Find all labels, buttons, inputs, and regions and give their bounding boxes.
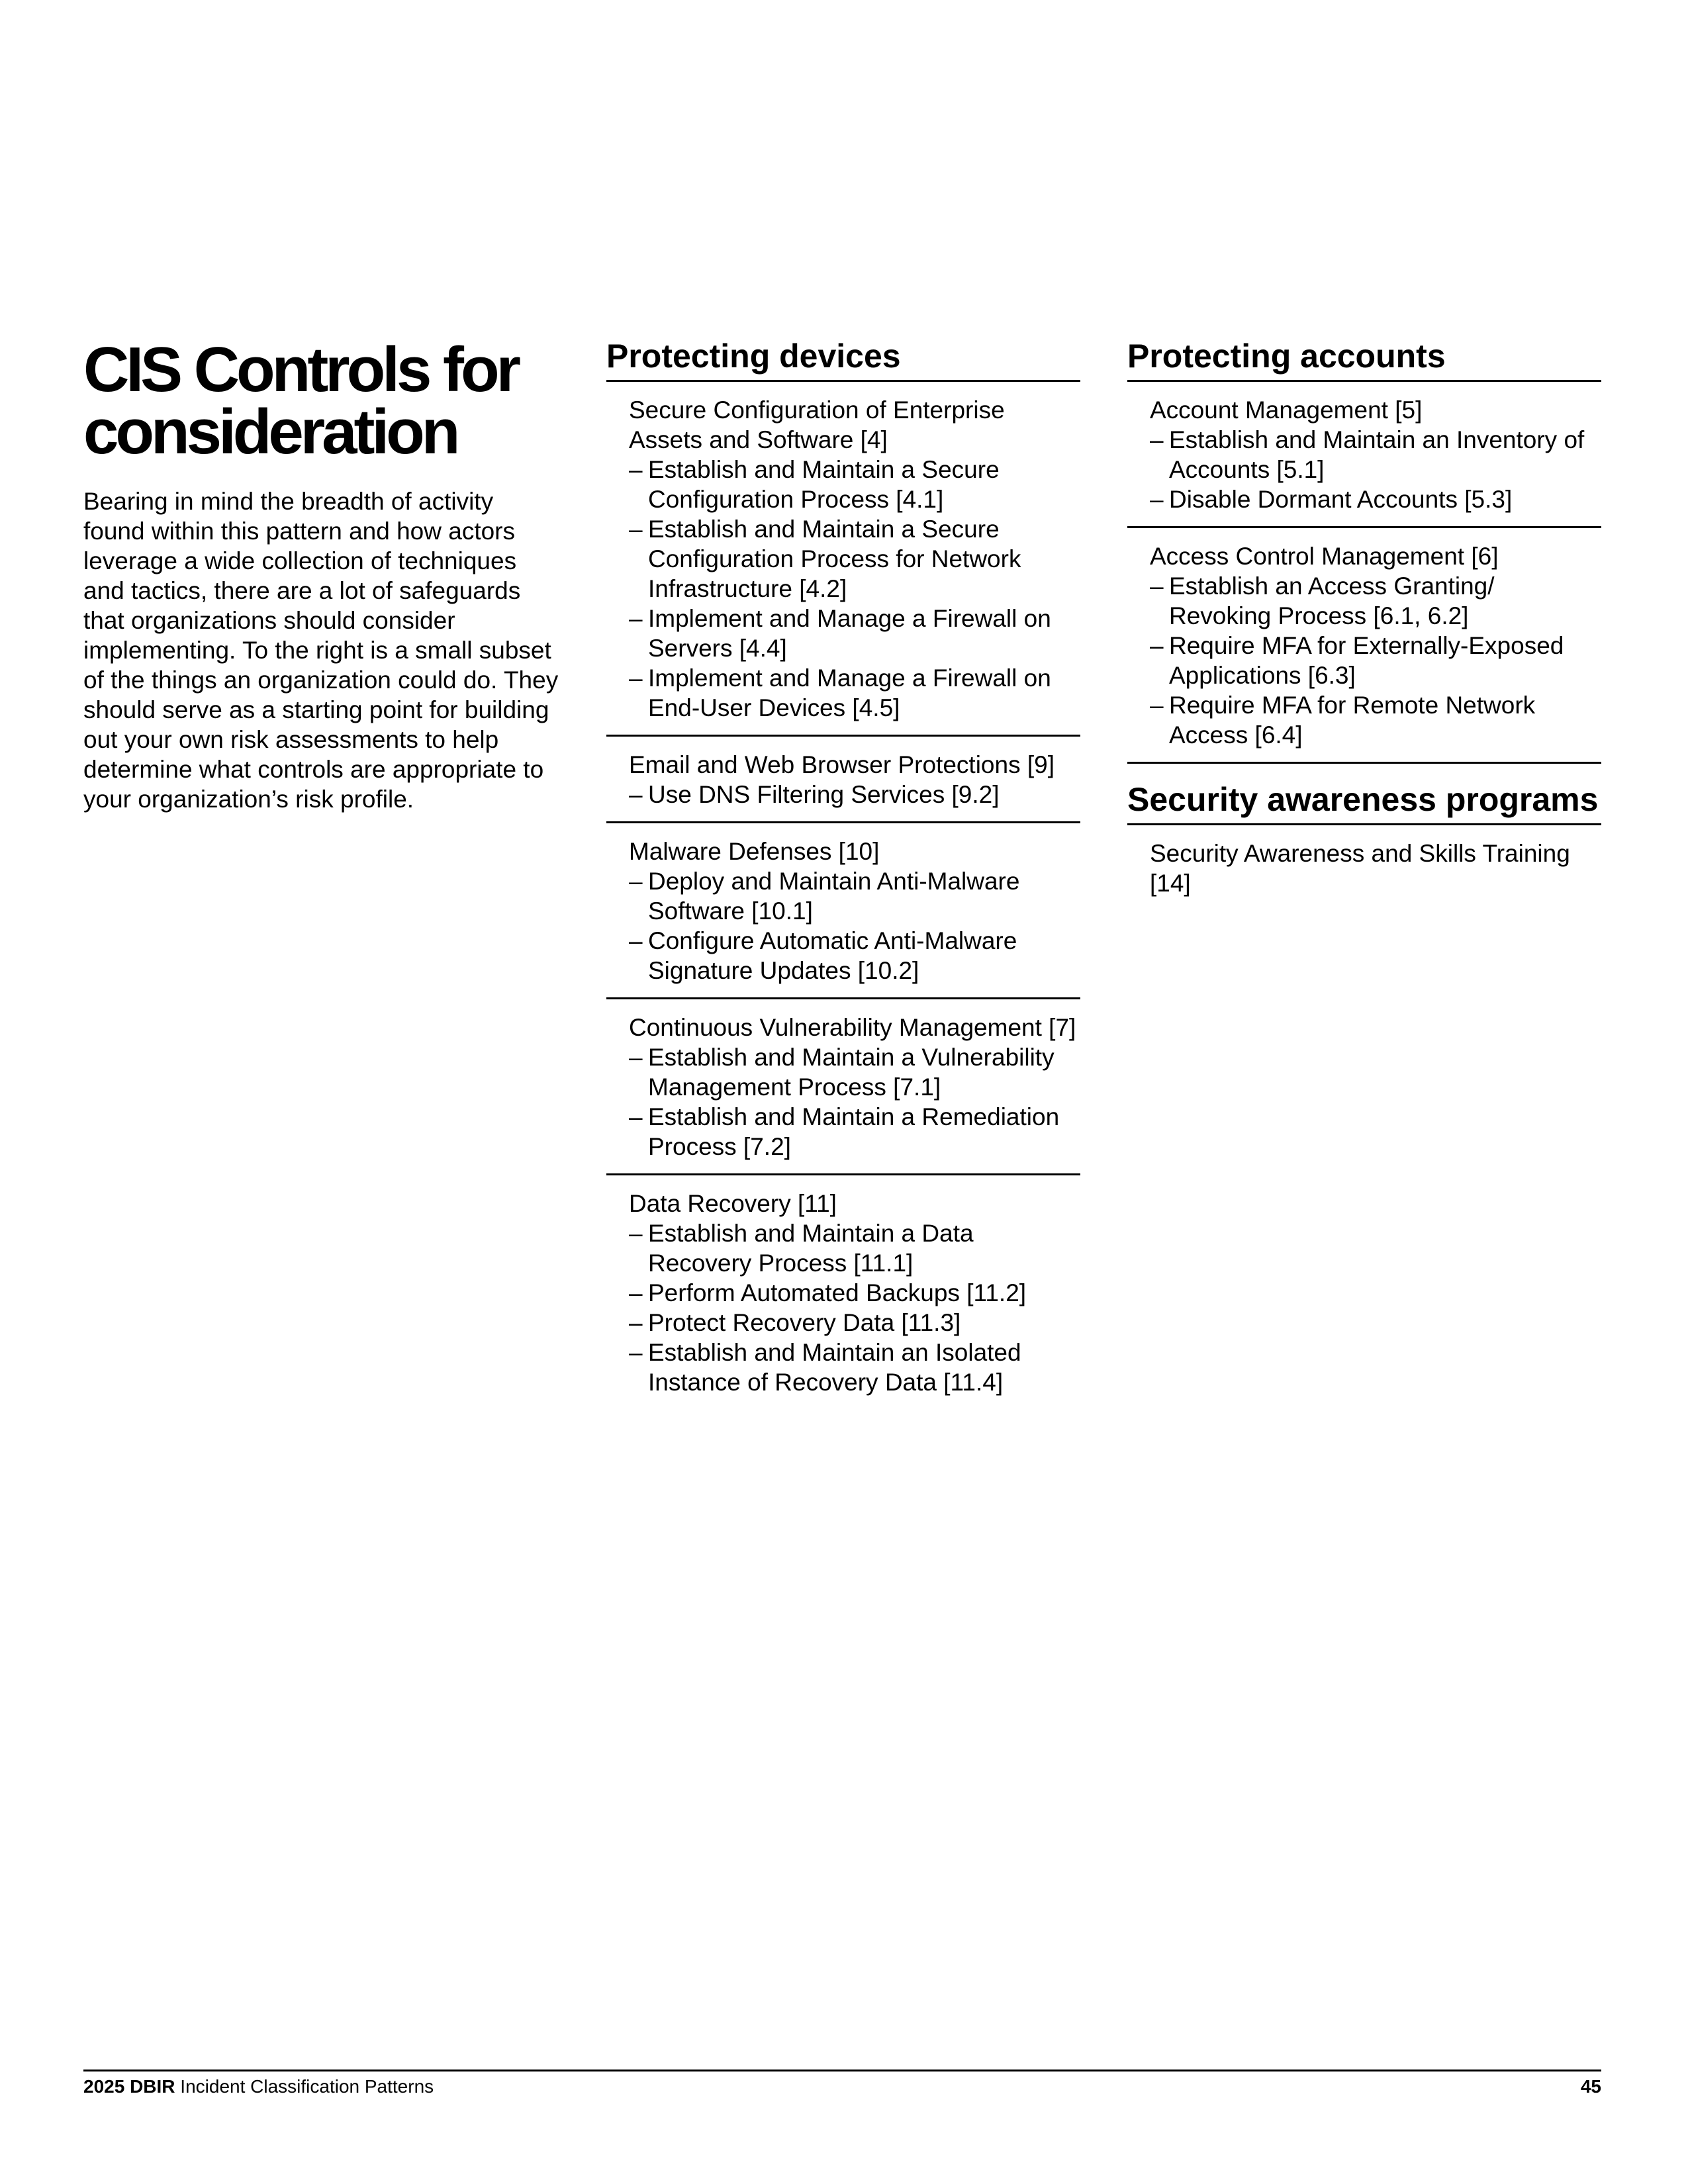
dash-bullet: –	[629, 516, 643, 543]
safeguard-item	[1150, 484, 1601, 514]
safeguard-item	[629, 780, 1080, 809]
dash-bullet: –	[629, 781, 643, 808]
security-awareness-heading: Security awareness programs	[1127, 780, 1601, 825]
control-group	[1127, 382, 1601, 528]
dash-bullet: –	[629, 868, 643, 895]
safeguard-item	[629, 866, 1080, 926]
dash-bullet: –	[629, 456, 643, 483]
dash-bullet: –	[629, 1220, 643, 1247]
safeguard-item-text: Protect Recovery Data [11.3]	[648, 1309, 961, 1336]
dash-bullet: –	[629, 1309, 643, 1336]
safeguard-item-text: Establish and Maintain a Vulnerability Management Process [7.1]	[648, 1044, 1055, 1101]
safeguard-list	[629, 455, 1080, 723]
safeguard-list	[629, 780, 1080, 809]
safeguard-item-text: Deploy and Maintain Anti-Malware Software [10.1]	[648, 868, 1020, 925]
control-group	[606, 737, 1080, 823]
safeguard-item-text: Configure Automatic Anti-Malware Signature Updates [10.2]	[648, 927, 1017, 984]
safeguard-list	[629, 866, 1080, 985]
safeguard-list	[629, 1218, 1080, 1397]
safeguard-item	[629, 1042, 1080, 1102]
safeguard-item	[629, 514, 1080, 604]
dash-bullet: –	[629, 927, 643, 954]
safeguard-item	[629, 1278, 1080, 1308]
safeguard-list	[1150, 571, 1601, 750]
safeguard-item	[1150, 425, 1601, 484]
dash-bullet: –	[1150, 692, 1164, 719]
safeguard-item-text: Establish and Maintain a Data Recovery Process [11.1]	[648, 1220, 974, 1277]
safeguard-item-text: Establish and Maintain an Inventory of Accounts [5.1]	[1169, 426, 1585, 483]
dash-bullet: –	[1150, 486, 1164, 513]
protecting-accounts-column	[1127, 336, 1601, 910]
safeguard-item-text: Implement and Manage a Firewall on Servers [4.4]	[648, 605, 1051, 662]
safeguard-item	[1150, 690, 1601, 750]
safeguard-item	[629, 1338, 1080, 1397]
dash-bullet: –	[629, 664, 643, 692]
dash-bullet: –	[629, 1103, 643, 1130]
control-group-title: Email and Web Browser Protections [9]	[629, 751, 1055, 778]
protecting-devices-column	[606, 336, 1080, 1409]
safeguard-item-text: Require MFA for Remote Network Access [6.4]	[1169, 692, 1536, 749]
safeguard-item	[629, 1308, 1080, 1338]
footer-label	[83, 2076, 434, 2097]
control-group	[606, 1175, 1080, 1409]
safeguard-item	[629, 926, 1080, 985]
safeguard-item	[629, 1218, 1080, 1278]
protecting-accounts-heading: Protecting accounts	[1127, 336, 1601, 382]
control-group-title: Security Awareness and Skills Training [14]	[1150, 840, 1570, 897]
footer-report-name: 2025 DBIR	[83, 2076, 175, 2097]
safeguard-list	[629, 1042, 1080, 1161]
control-group	[1127, 528, 1601, 764]
dash-bullet: –	[629, 1339, 643, 1366]
safeguard-item	[629, 663, 1080, 723]
safeguard-list	[1150, 425, 1601, 514]
control-group-title: Continuous Vulnerability Management [7]	[629, 1014, 1076, 1041]
safeguard-item	[629, 604, 1080, 663]
safeguard-item-text: Perform Automated Backups [11.2]	[648, 1279, 1027, 1306]
dash-bullet: –	[629, 1044, 643, 1071]
safeguard-item-text: Establish and Maintain a Secure Configuration Process for Network Infrastructure [4.2]	[648, 516, 1021, 602]
control-group	[606, 823, 1080, 999]
control-group-title: Secure Configuration of Enterprise Assets and Software [4]	[629, 396, 1005, 453]
footer-section-name: Incident Classification Patterns	[180, 2076, 434, 2097]
dash-bullet: –	[1150, 632, 1164, 659]
protecting-devices-groups	[606, 382, 1080, 1409]
page-title-line-1: CIS Controls for	[83, 334, 518, 405]
control-group-title: Malware Defenses [10]	[629, 838, 880, 865]
protecting-accounts-groups	[1127, 382, 1601, 764]
safeguard-item-text: Establish and Maintain a Remediation Process [7.2]	[648, 1103, 1060, 1160]
safeguard-item	[1150, 631, 1601, 690]
control-group-title: Access Control Management [6]	[1150, 543, 1499, 570]
page-number: 45	[1580, 2076, 1601, 2097]
page-title-line-2: consideration	[83, 396, 457, 467]
dash-bullet: –	[1150, 426, 1164, 453]
protecting-devices-heading: Protecting devices	[606, 336, 1080, 382]
control-group-title: Data Recovery [11]	[629, 1190, 837, 1217]
safeguard-item-text: Establish an Access Granting/ Revoking Process [6.1, 6.2]	[1169, 572, 1495, 629]
safeguard-item-text: Disable Dormant Accounts [5.3]	[1169, 486, 1513, 513]
safeguard-item	[1150, 571, 1601, 631]
dash-bullet: –	[629, 1279, 643, 1306]
security-awareness-groups	[1127, 825, 1601, 910]
safeguard-item	[629, 455, 1080, 514]
safeguard-item-text: Implement and Manage a Firewall on End-User Devices [4.5]	[648, 664, 1051, 721]
control-group	[606, 382, 1080, 737]
intro-paragraph: Bearing in mind the breadth of activity found within this pattern and how actors leverage a wide collection of techniques and tactics, there are a lot of safeguards that organizations should consider implementing. To the right is a small subset of the things an organization could do. They should serve as a starting point for building out your own risk assessments to help determine what controls are appropriate to your organization’s risk profile.	[83, 488, 559, 813]
safeguard-item-text: Establish and Maintain an Isolated Instance of Recovery Data [11.4]	[648, 1339, 1021, 1396]
safeguard-item-text: Require MFA for Externally-Exposed Applications [6.3]	[1169, 632, 1564, 689]
control-group	[1127, 825, 1601, 910]
control-group-title: Account Management [5]	[1150, 396, 1423, 424]
safeguard-item	[629, 1102, 1080, 1161]
page-title	[83, 334, 573, 467]
safeguard-item-text: Use DNS Filtering Services [9.2]	[648, 781, 1000, 808]
dash-bullet: –	[629, 605, 643, 632]
dash-bullet: –	[1150, 572, 1164, 600]
control-group	[606, 999, 1080, 1175]
footer-divider	[83, 2070, 1601, 2071]
page-footer	[83, 2075, 1601, 2098]
safeguard-item-text: Establish and Maintain a Secure Configuration Process [4.1]	[648, 456, 1000, 513]
